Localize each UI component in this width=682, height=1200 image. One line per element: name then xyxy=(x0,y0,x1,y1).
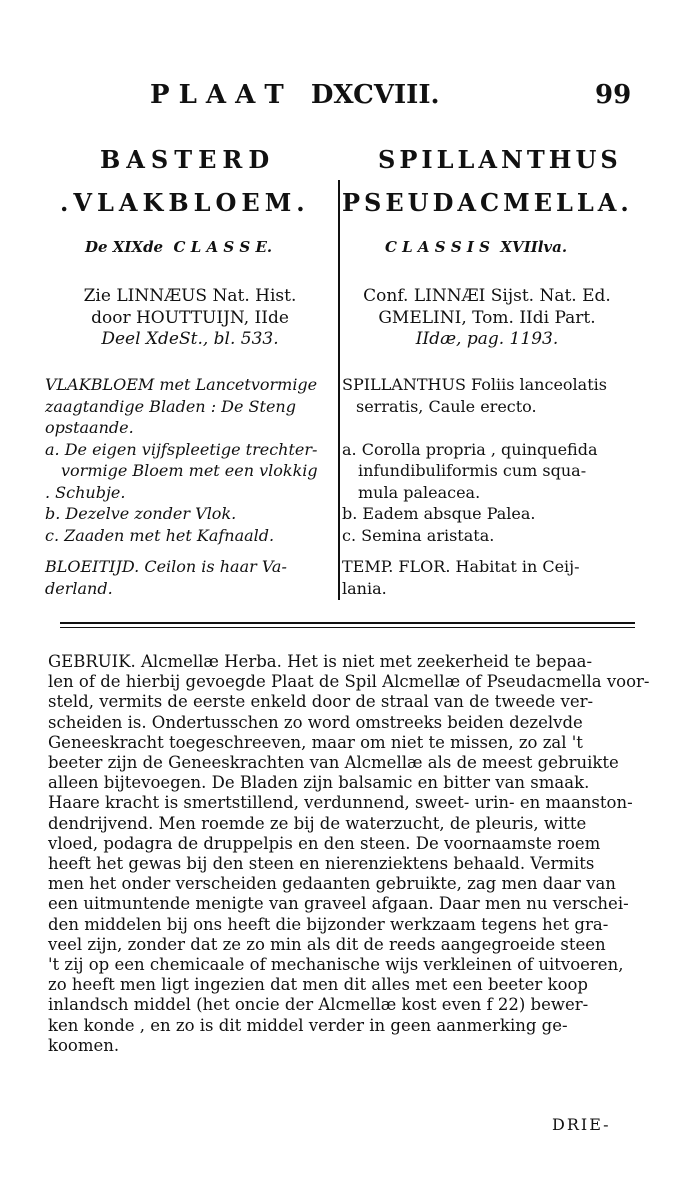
right-title-1: SPILLANTHUS xyxy=(378,145,622,174)
body-line: dendrijvend. Men roemde ze bij de waterzucht, de pleuris, witte xyxy=(48,813,587,833)
body-line: Geneeskracht toegeschreeven, maar om niet te missen, zo zal 't xyxy=(48,732,583,752)
left-description xyxy=(45,374,335,546)
catchword: DRIE- xyxy=(552,1115,611,1134)
page-number: 99 xyxy=(595,80,632,110)
right-title-2: PSEUDACMELLA. xyxy=(342,188,633,217)
left-ref-line: Deel XdeSt., bl. 533. xyxy=(101,329,279,349)
right-ref-line: Conf. LINNÆI Sijst. Nat. Ed. xyxy=(363,286,611,306)
right-temp-flor xyxy=(342,556,632,599)
left-item-a: vormige Bloem met een vlokkig xyxy=(61,461,318,480)
body-line: koomen. xyxy=(48,1035,120,1055)
right-item-c: c. Semina aristata. xyxy=(342,525,495,545)
body-line: inlandsch middel (het oncie der Alcmellæ kost even f 22) bewer- xyxy=(48,995,589,1015)
body-line: beeter zijn de Geneeskrachten van Alcmellæ als de meest gebruikte xyxy=(48,753,619,773)
right-temp-line: TEMP. FLOR. Habitat in Ceij- xyxy=(342,557,580,576)
left-bloei-line: derland. xyxy=(45,578,113,598)
right-ref-line: IIdæ, pag. 1193. xyxy=(415,329,559,349)
left-ref-line: door HOUTTUIJN, IIde xyxy=(91,307,289,328)
body-line: ken konde , en zo is dit middel verder in geen aanmerking ge- xyxy=(48,1015,568,1035)
body-line: heeft het gewas bij den steen en nierenziektens behaald. Vermits xyxy=(48,854,595,874)
body-line: scheiden is. Ondertusschen zo word omstreeks beiden dezelvde xyxy=(48,712,583,732)
left-bloeitijd xyxy=(45,556,335,599)
left-item-c: c. Zaaden met het Kafnaald. xyxy=(45,525,275,545)
right-ref-line: GMELINI, Tom. IIdi Part. xyxy=(378,307,596,328)
section-rule xyxy=(60,627,635,628)
right-item-a: mula paleacea. xyxy=(358,482,481,502)
left-desc-line: zaagtandige Bladen : De Steng xyxy=(45,396,296,416)
right-reference xyxy=(342,286,632,351)
left-desc-line: opstaande. xyxy=(45,418,134,437)
right-item-b: b. Eadem absque Palea. xyxy=(342,504,536,523)
body-line: 't zij op een chemicaale of mechanische wijs verkleinen of uitvoeren, xyxy=(48,955,624,975)
left-reference xyxy=(45,286,335,351)
body-line: steld, vermits de eerste enkeld door de straal van de tweede ver- xyxy=(48,692,594,712)
left-desc-line: VLAKBLOEM met Lancetvormige xyxy=(45,375,318,394)
section-rule xyxy=(60,622,635,624)
left-title-1: BASTERD xyxy=(100,145,276,174)
gebruik-paragraph xyxy=(48,652,650,1056)
left-item-b: b. Dezelve zonder Vlok. xyxy=(45,504,237,523)
body-line: een uitmuntende menigte van graveel afgaan. Daar men nu verschei- xyxy=(48,894,629,914)
body-line: len of de hierbij gevoegde Plaat de Spil Alcmellæ of Pseudacmella voor- xyxy=(48,672,650,692)
right-description xyxy=(342,374,632,546)
left-bloei-line: BLOEITIJD. Ceilon is haar Va- xyxy=(45,557,287,576)
right-item-a: a. Corolla propria , quinquefida xyxy=(342,439,598,459)
body-line: Haare kracht is smertstillend, verdunnend, sweet- urin- en maanston- xyxy=(48,793,633,813)
column-divider xyxy=(338,180,340,600)
body-line: den middelen bij ons heeft die bijzonder werkzaam tegens het gra- xyxy=(48,914,609,934)
right-class: C L A S S I S XVIIlva. xyxy=(385,238,568,256)
body-line: veel zijn, zonder dat ze zo min als dit de reeds aangegroeide steen xyxy=(48,934,606,954)
body-line: zo heeft men ligt ingezien dat men dit alles met een beeter koop xyxy=(48,975,588,995)
body-line: GEBRUIK. Alcmellæ Herba. Het is niet met zeekerheid te bepaa- xyxy=(48,652,593,671)
body-line: vloed, podagra de druppelpis en den steen. De voornaamste roem xyxy=(48,833,601,853)
left-item-a: . Schubje. xyxy=(45,482,126,502)
body-line: alleen bijtevoegen. De Bladen zijn balsamic en bitter van smaak. xyxy=(48,773,590,793)
left-title-2: .VLAKBLOEM. xyxy=(60,188,310,217)
right-temp-line: lania. xyxy=(342,578,387,598)
left-ref-line: Zie LINNÆUS Nat. Hist. xyxy=(83,286,297,306)
left-item-a: a. De eigen vijfspleetige trechter- xyxy=(45,439,318,459)
body-line: men het onder verscheiden gedaanten gebruikte, zag men daar van xyxy=(48,874,616,894)
running-header: P L A A T DXCVIII. xyxy=(150,80,440,110)
right-desc-spacer xyxy=(342,417,632,439)
right-desc-line: SPILLANTHUS Foliis lanceolatis xyxy=(342,375,607,394)
left-class: De XIXde C L A S S E. xyxy=(85,238,273,256)
right-item-a: infundibuliformis cum squa- xyxy=(358,461,587,480)
right-desc-line: serratis, Caule erecto. xyxy=(356,396,537,416)
